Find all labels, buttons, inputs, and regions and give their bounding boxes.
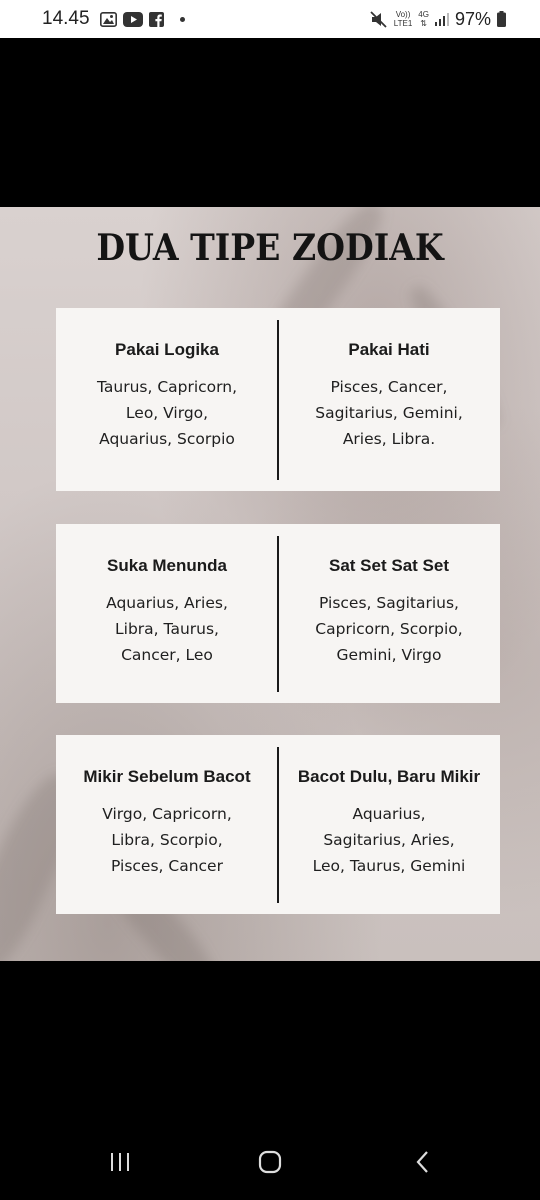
post-title: DUA TIPE ZODIAK (96, 227, 444, 269)
card-heading: Sat Set Sat Set (329, 556, 449, 575)
card-heading: Suka Menunda (107, 556, 227, 575)
status-left (42, 8, 185, 30)
post-image[interactable] (0, 207, 540, 961)
card-zodiac-list: Virgo, Capricorn, Libra, Scorpio, Pisces, Cancer (102, 805, 232, 875)
card-right-column (278, 524, 500, 703)
status-time: 14.45 (42, 8, 90, 29)
card-left-column (56, 524, 278, 703)
mute-icon (370, 11, 388, 28)
data-arrows-icon: ⇅ (420, 19, 427, 28)
column-divider (277, 747, 279, 903)
zodiac-card (56, 308, 500, 491)
card-zodiac-list: Pisces, Sagitarius, Capricorn, Scorpio, Gemini, Virgo (315, 594, 463, 664)
card-zodiac-list: Pisces, Cancer, Sagitarius, Gemini, Aries, Libra. (315, 378, 463, 448)
facebook-icon (149, 12, 164, 27)
card-right-column (278, 308, 500, 491)
status-right (370, 9, 506, 30)
home-icon (257, 1150, 283, 1174)
network-indicator (418, 10, 429, 28)
battery-icon (497, 11, 506, 27)
column-divider (277, 320, 279, 480)
zodiac-card (56, 735, 500, 914)
volte-indicator (394, 10, 413, 28)
column-divider (277, 536, 279, 692)
card-zodiac-list: Taurus, Capricorn, Leo, Virgo, Aquarius, Scorpio (96, 378, 238, 448)
card-zodiac-list: Aquarius, Sagitarius, Aries, Leo, Taurus, Gemini (312, 805, 466, 875)
card-heading: Pakai Logika (115, 340, 219, 359)
card-zodiac-list: Aquarius, Aries, Libra, Taurus, Cancer, Leo (106, 594, 228, 664)
card-heading: Bacot Dulu, Baru Mikir (297, 767, 481, 786)
battery-percent: 97% (454, 8, 491, 29)
network-label: 4G (418, 10, 429, 19)
card-left-column (56, 308, 278, 491)
recent-apps-button[interactable] (100, 1144, 140, 1180)
card-heading: Mikir Sebelum Bacot (83, 767, 251, 786)
home-button[interactable] (250, 1144, 290, 1180)
gallery-icon (100, 12, 117, 27)
youtube-icon (123, 12, 143, 27)
notification-dot (180, 17, 185, 22)
lte-label: LTE1 (393, 19, 413, 28)
back-button[interactable] (403, 1144, 443, 1180)
card-right-column (278, 735, 500, 914)
back-icon (413, 1150, 433, 1174)
volte-label: Vo)) (395, 10, 411, 19)
status-bar (0, 0, 540, 38)
recent-apps-icon (108, 1151, 132, 1173)
signal-icon (435, 12, 449, 26)
card-left-column (56, 735, 278, 914)
navigation-bar (0, 1126, 540, 1200)
card-heading: Pakai Hati (348, 340, 430, 359)
zodiac-card (56, 524, 500, 703)
